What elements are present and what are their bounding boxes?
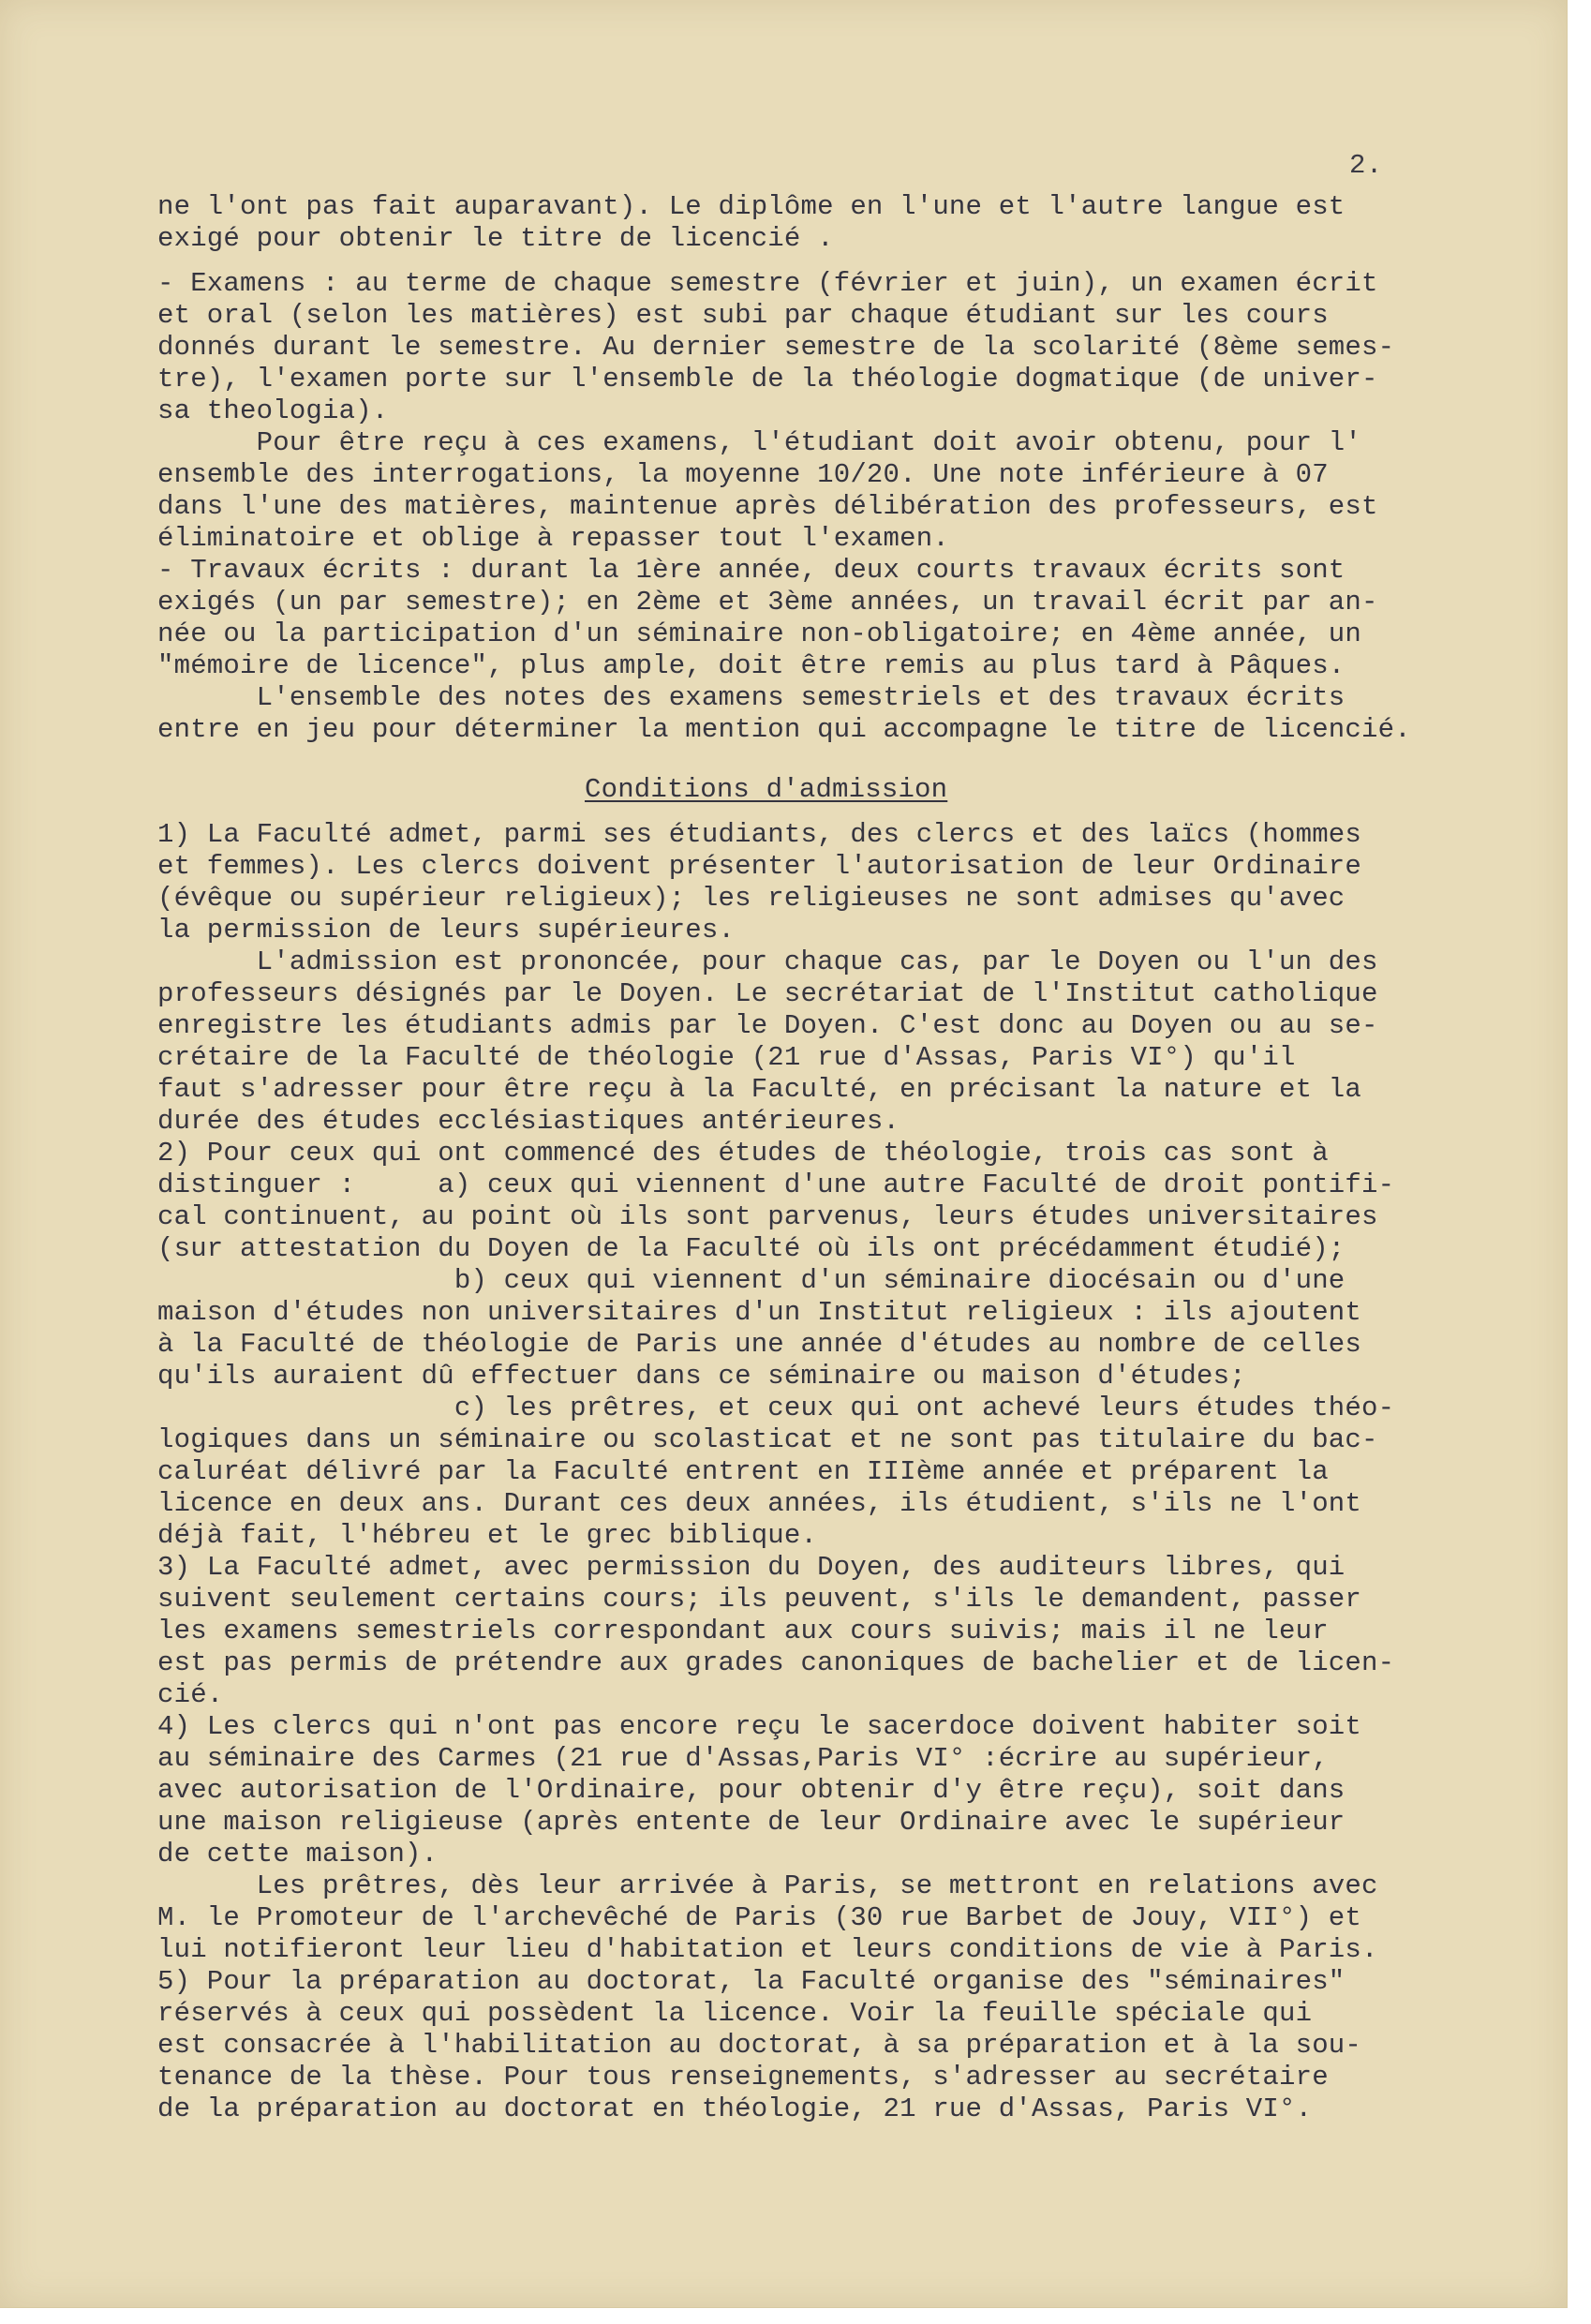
text-line: au séminaire des Carmes (21 rue d'Assas,Paris VI° :écrire au supérieur, [157, 1743, 1329, 1774]
text-line: dans l'une des matières, maintenue après délibération des professeurs, est [157, 491, 1378, 522]
text-line: b) ceux qui viennent d'un séminaire diocésain ou d'une [157, 1265, 1346, 1296]
text-line: L'admission est prononcée, pour chaque cas, par le Doyen ou l'un des [157, 946, 1378, 977]
text-line: 1) La Faculté admet, parmi ses étudiants, des clercs et des laïcs (hommes [157, 819, 1362, 850]
text-line: "mémoire de licence", plus ample, doit être remis au plus tard à Pâques. [157, 650, 1346, 681]
text-line: les examens semestriels correspondant aux cours suivis; mais il ne leur [157, 1616, 1329, 1646]
text-line: durée des études ecclésiastiques antérieures. [157, 1106, 900, 1137]
text-line: née ou la participation d'un séminaire non-obligatoire; en 4ème année, un [157, 618, 1362, 649]
text-line: crétaire de la Faculté de théologie (21 rue d'Assas, Paris VI°) qu'il [157, 1042, 1296, 1073]
text-line: licence en deux ans. Durant ces deux années, ils étudient, s'ils ne l'ont [157, 1488, 1362, 1519]
text-line: exigés (un par semestre); en 2ème et 3ème années, un travail écrit par an- [157, 587, 1378, 618]
text-line: de la préparation au doctorat en théologie, 21 rue d'Assas, Paris VI°. [157, 2093, 1313, 2124]
text-line: - Examens : au terme de chaque semestre (février et juin), un examen écrit [157, 268, 1378, 299]
text-line: qu'ils auraient dû effectuer dans ce séminaire ou maison d'études; [157, 1361, 1246, 1392]
text-line: enregistre les étudiants admis par le Doyen. C'est donc au Doyen ou au se- [157, 1010, 1378, 1041]
text-line: lui notifieront leur lieu d'habitation et leurs conditions de vie à Paris. [157, 1934, 1378, 1965]
text-line: à la Faculté de théologie de Paris une année d'études au nombre de celles [157, 1329, 1362, 1360]
text-line: maison d'études non universitaires d'un Institut religieux : ils ajoutent [157, 1297, 1362, 1328]
text-line: est pas permis de prétendre aux grades canoniques de bachelier et de licen- [157, 1647, 1395, 1678]
text-line: 3) La Faculté admet, avec permission du Doyen, des auditeurs libres, qui [157, 1552, 1346, 1583]
text-line: M. le Promoteur de l'archevêché de Paris (30 rue Barbet de Jouy, VII°) et [157, 1902, 1362, 1933]
text-line: entre en jeu pour déterminer la mention qui accompagne le titre de licencié. [157, 714, 1411, 745]
text-line: réservés à ceux qui possèdent la licence. Voir la feuille spéciale qui [157, 1998, 1313, 2029]
text-line: déjà fait, l'hébreu et le grec biblique. [157, 1520, 818, 1551]
text-line: exigé pour obtenir le titre de licencié . [157, 223, 834, 254]
text-line: suivent seulement certains cours; ils peuvent, s'ils le demandent, passer [157, 1584, 1362, 1615]
text-line: professeurs désignés par le Doyen. Le secrétariat de l'Institut catholique [157, 978, 1378, 1009]
text-line: sa theologia). [157, 395, 389, 426]
text-line: Les prêtres, dès leur arrivée à Paris, se mettront en relations avec [157, 1870, 1378, 1901]
text-line: L'ensemble des notes des examens semestriels et des travaux écrits [157, 682, 1346, 713]
text-line: donnés durant le semestre. Au dernier semestre de la scolarité (8ème semes- [157, 332, 1395, 363]
text-line: c) les prêtres, et ceux qui ont achevé leurs études théo- [157, 1393, 1395, 1423]
section-heading: Conditions d'admission [585, 774, 948, 805]
text-line: tre), l'examen porte sur l'ensemble de la théologie dogmatique (de univer- [157, 364, 1378, 395]
text-line: et femmes). Les clercs doivent présenter l'autorisation de leur Ordinaire [157, 851, 1362, 882]
text-line: ne l'ont pas fait auparavant). Le diplôme en l'une et l'autre langue est [157, 191, 1346, 222]
text-line: faut s'adresser pour être reçu à la Faculté, en précisant la nature et la [157, 1074, 1362, 1105]
text-line: caluréat délivré par la Faculté entrent en IIIème année et préparent la [157, 1456, 1329, 1487]
text-line: distinguer : a) ceux qui viennent d'une autre Faculté de droit pontifi- [157, 1169, 1395, 1200]
document-body [157, 191, 1572, 2125]
text-line: cal continuent, au point où ils sont parvenus, leurs études universitaires [157, 1201, 1378, 1232]
text-line: de cette maison). [157, 1839, 439, 1870]
text-line: cié. [157, 1679, 224, 1710]
text-line: (évêque ou supérieur religieux); les religieuses ne sont admises qu'avec [157, 883, 1346, 914]
text-line: ensemble des interrogations, la moyenne 10/20. Une note inférieure à 07 [157, 459, 1329, 490]
text-line: la permission de leurs supérieures. [157, 915, 736, 946]
text-line: et oral (selon les matières) est subi par chaque étudiant sur les cours [157, 300, 1329, 331]
text-line: est consacrée à l'habilitation au doctorat, à sa préparation et à la sou- [157, 2030, 1362, 2061]
text-line: 5) Pour la préparation au doctorat, la Faculté organise des "séminaires" [157, 1966, 1346, 1997]
text-line: logiques dans un séminaire ou scolasticat et ne sont pas titulaire du bac- [157, 1424, 1378, 1455]
text-line: Pour être reçu à ces examens, l'étudiant doit avoir obtenu, pour l' [157, 427, 1362, 458]
text-line: 2) Pour ceux qui ont commencé des études de théologie, trois cas sont à [157, 1138, 1329, 1169]
text-line: éliminatoire et oblige à repasser tout l'examen. [157, 523, 949, 554]
text-line: une maison religieuse (après entente de leur Ordinaire avec le supérieur [157, 1807, 1346, 1838]
text-line: - Travaux écrits : durant la 1ère année, deux courts travaux écrits sont [157, 555, 1346, 586]
text-line: (sur attestation du Doyen de la Faculté où ils ont précédamment étudié); [157, 1233, 1346, 1264]
page-number: 2. [1349, 150, 1383, 181]
text-line: tenance de la thèse. Pour tous renseignements, s'adresser au secrétaire [157, 2062, 1329, 2093]
text-line: 4) Les clercs qui n'ont pas encore reçu le sacerdoce doivent habiter soit [157, 1711, 1362, 1742]
text-line: avec autorisation de l'Ordinaire, pour obtenir d'y être reçu), soit dans [157, 1775, 1346, 1806]
